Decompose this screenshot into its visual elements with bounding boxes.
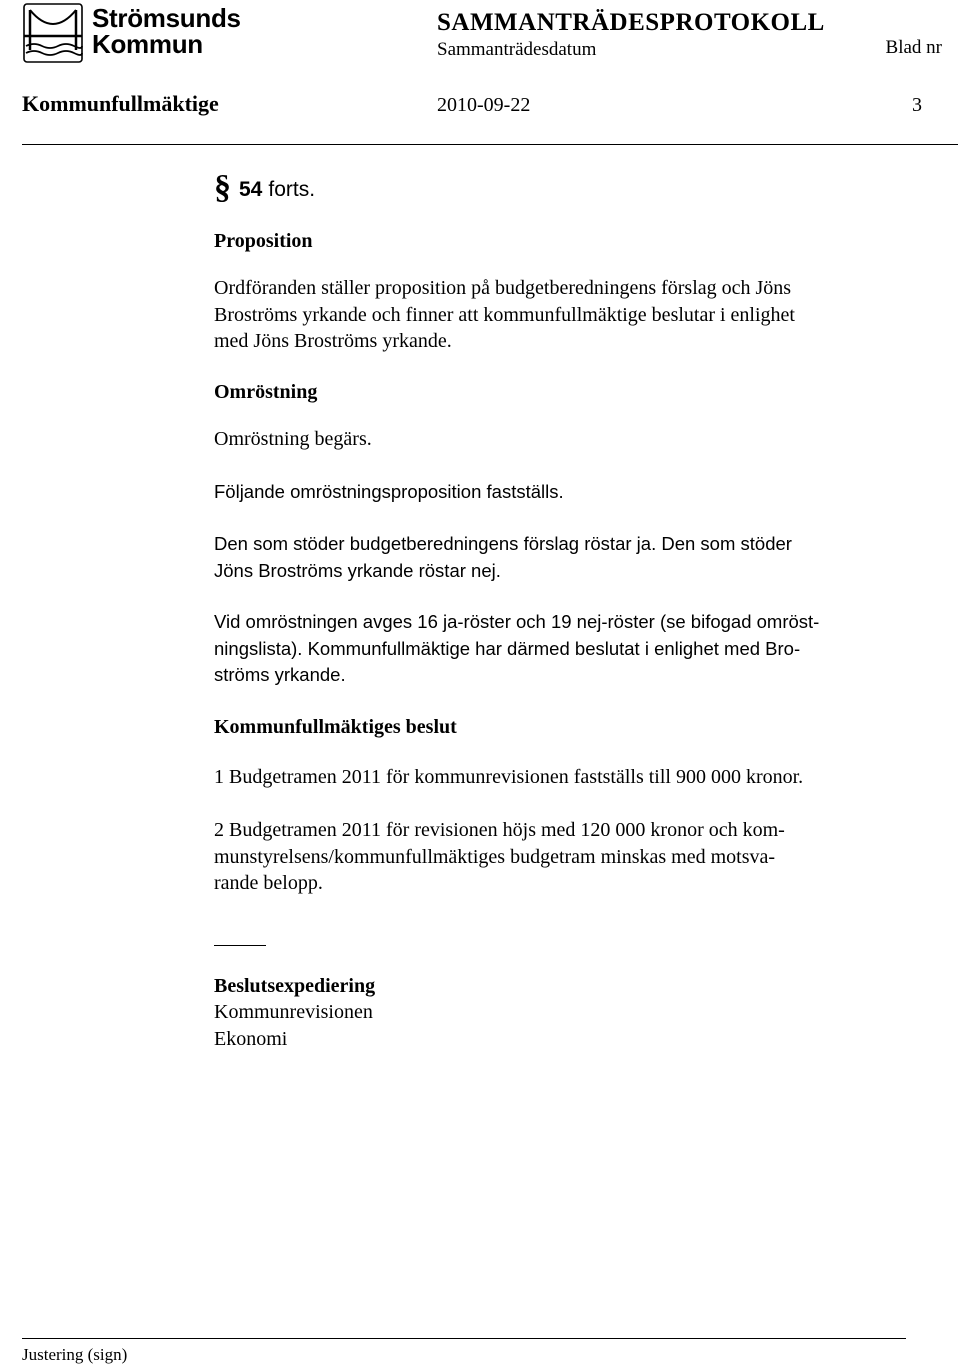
decision-item-1: 1 Budgetramen 2011 för kommunrevisionen fastställs till 900 000 kronor.: [214, 766, 804, 788]
vote-heading: Omröstning: [214, 381, 318, 403]
proposition-heading: Proposition: [214, 230, 313, 252]
body-name: Kommunfullmäktige: [22, 91, 219, 116]
meeting-date: 2010-09-22: [437, 94, 531, 116]
dispatch-heading: Beslutsexpediering: [214, 975, 376, 997]
municipality-logo: [22, 2, 241, 64]
footer-divider: [22, 1338, 906, 1339]
section-continued: forts.: [268, 178, 316, 201]
sheet-number-label: Blad nr: [885, 37, 942, 58]
dispatch-recipient: Kommunrevisionen: [214, 1001, 373, 1023]
section-end-rule: [214, 945, 266, 946]
signature-label: Justering (sign): [22, 1345, 128, 1364]
logo-text-line2: Kommun: [92, 29, 203, 59]
page-number: 3: [912, 94, 922, 116]
bridge-logo-icon: [22, 2, 84, 64]
logo-text-line1: Strömsunds: [92, 3, 241, 33]
proposition-text: Ordföranden ställer proposition på budgetberedningens förslag och Jöns Broströms yrkande och finner att kommunfullmäktige beslutar i enlighet med Jöns Broströms yrkande.: [214, 277, 795, 352]
vote-result: Vid omröstningen avges 16 ja-röster och 19 nej-röster (se bifogad omröst- ningslista). Kommunfullmäktige har därmed beslutat i enlighet med Bro- ströms yrkande.: [214, 611, 820, 685]
section-sign: §: [214, 169, 231, 206]
decision-heading: Kommunfullmäktiges beslut: [214, 716, 457, 738]
vote-proposition: Följande omröstningsproposition fastställs.: [214, 481, 564, 502]
section-number: 54: [239, 178, 263, 201]
document-type: SAMMANTRÄDESPROTOKOLL: [437, 9, 825, 36]
section-heading: [214, 169, 316, 208]
dispatch-recipient: Ekonomi: [214, 1027, 288, 1050]
meeting-date-label: Sammanträdesdatum: [437, 39, 597, 60]
dispatch-recipients: [214, 999, 904, 1052]
header-divider: [22, 144, 958, 145]
vote-rules: Den som stöder budgetberedningens förslag röstar ja. Den som stöder Jöns Broströms yrkande röstar nej.: [214, 533, 792, 581]
decision-item-2: 2 Budgetramen 2011 för revisionen höjs med 120 000 kronor och kom- munstyrelsens/kommunfullmäktiges budgetram minskas med motsva- rande belopp.: [214, 819, 785, 894]
vote-requested: Omröstning begärs.: [214, 428, 372, 450]
